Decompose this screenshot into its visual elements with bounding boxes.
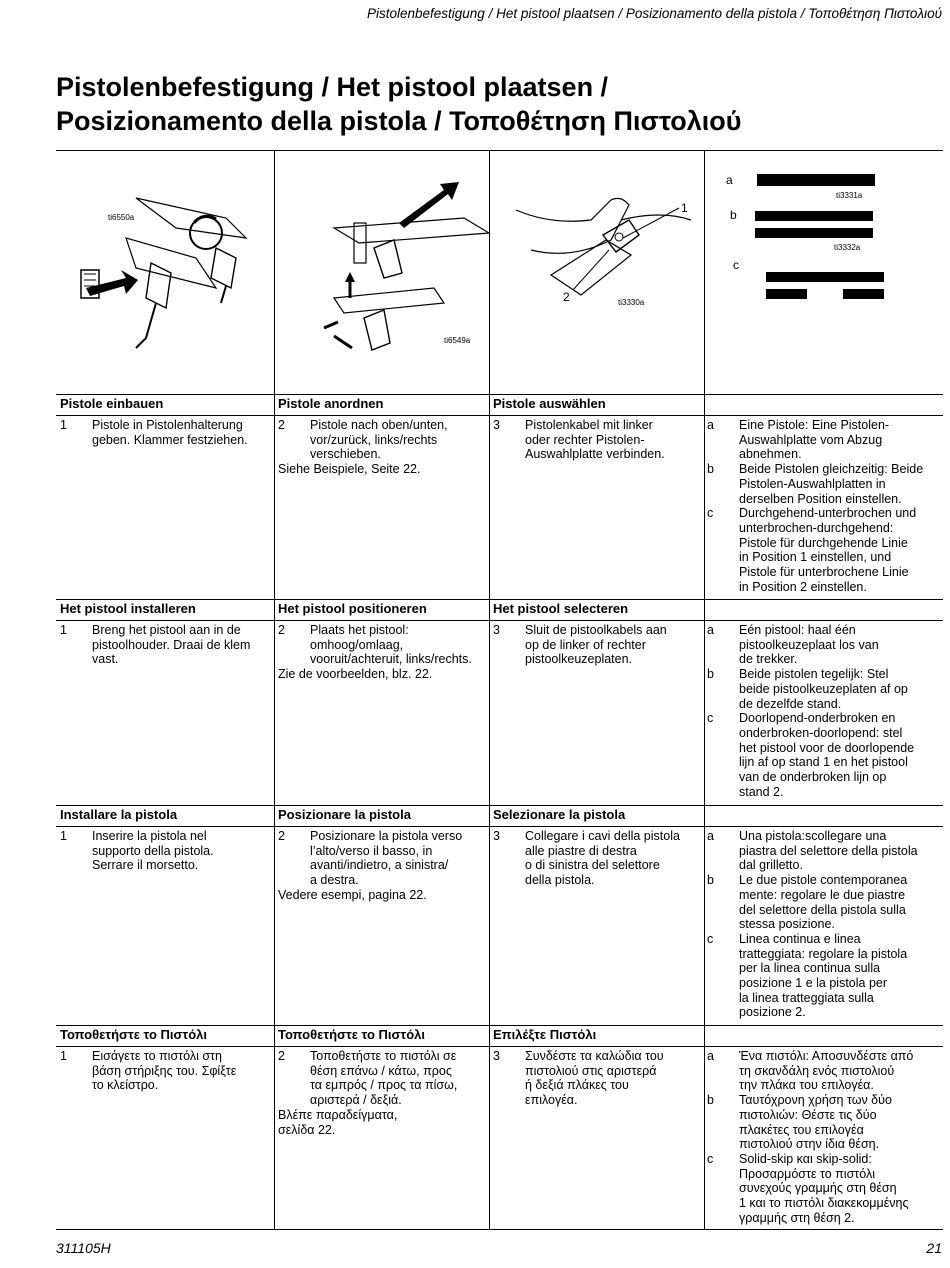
list-item xyxy=(493,418,701,462)
illustration-code: ti3331a xyxy=(836,191,863,200)
item-text: Una pistola:scollegare una piastra del selettore della pistola dal grilletto. xyxy=(739,829,918,873)
solid-line-bar xyxy=(757,174,875,186)
pattern-label-a: a xyxy=(726,173,733,187)
list-item xyxy=(60,623,270,667)
item-text: Durchgehend-unterbrochen und unterbrochen-durchgehend: Pistole für durchgehende Linie in Position 1 einstellen, und Pistole für unterbrochene Linie in Position 2 einstellen. xyxy=(739,506,917,594)
step-position-note: Zie de voorbeelden, blz. 22. xyxy=(278,667,433,682)
list-item xyxy=(707,623,941,667)
step-position-note: Siehe Beispiele, Seite 22. xyxy=(278,462,421,477)
item-marker: 1 xyxy=(60,418,67,432)
item-text: Τοποθετήστε το πιστόλι σε θέση επάνω / κάτω, προς τα εμπρός / προς τα πίσω, αριστερά / δεξιά. xyxy=(310,1049,458,1108)
select-options xyxy=(707,1049,941,1225)
item-text: Linea continua e linea tratteggiata: regolare la pistola per la linea continua sulla posizione 1 e la pistola per la linea tratteggiata sulla posizione 2. xyxy=(739,931,908,1020)
item-marker: a xyxy=(707,829,714,843)
gun-position-illustration xyxy=(314,178,494,358)
list-item xyxy=(278,1049,488,1108)
header-install: Het pistool installeren xyxy=(60,601,196,616)
item-marker: 1 xyxy=(60,829,67,843)
callout-1: 1 xyxy=(681,201,688,215)
page-title-line-2: Posizionamento della pistola / Τοποθέτηση Πιστολιού xyxy=(56,106,742,136)
item-text: Eine Pistole: Eine Pistolen- Auswahlplatte vom Abzug abnehmen. xyxy=(739,418,890,462)
item-marker: c xyxy=(707,506,714,521)
item-text: Plaats het pistool: omhoog/omlaag, vooruit/achteruit, links/rechts. xyxy=(310,623,472,667)
step-select xyxy=(493,829,701,888)
step-position-note: Βλέπε παραδείγματα, σελίδα 22. xyxy=(278,1107,398,1137)
item-marker: b xyxy=(707,462,714,477)
list-item xyxy=(278,623,488,667)
item-text: Inserire la pistola nel supporto della pistola. Serrare il morsetto. xyxy=(92,829,214,873)
item-marker: 2 xyxy=(278,418,285,432)
item-marker: b xyxy=(707,873,714,888)
illustration-code: ti3330a xyxy=(618,298,645,307)
list-item xyxy=(278,829,488,888)
item-marker: c xyxy=(707,931,714,946)
item-marker: 2 xyxy=(278,1049,285,1063)
item-text: Pistolenkabel mit linker oder rechter Pistolen- Auswahlplatte verbinden. xyxy=(525,418,665,462)
step-position xyxy=(278,1049,488,1137)
list-item xyxy=(707,1049,941,1093)
item-marker: 3 xyxy=(493,829,500,843)
header-position: Τοποθετήστε το Πιστόλι xyxy=(278,1027,425,1042)
gun-select-illustration xyxy=(511,180,696,310)
item-text: Pistole nach oben/unten, vor/zurück, links/rechts verschieben. xyxy=(310,418,448,462)
list-item xyxy=(493,1049,701,1108)
item-text: Solid-skip και skip-solid: Προσαρμόστε το πιστόλι συνεχούς γραμμής στη θέση 1 και το πιστόλι διακεκομμένης γραμμής στη θέση 2. xyxy=(739,1151,909,1225)
list-item xyxy=(278,418,488,462)
item-text: Breng het pistool aan in de pistoolhouder. Draai de klem vast. xyxy=(92,623,251,667)
item-marker: a xyxy=(707,623,714,637)
item-marker: b xyxy=(707,667,714,682)
list-item xyxy=(60,1049,270,1093)
item-text: Beide pistolen tegelijk: Stel beide pistoolkeuzeplaten af op de dezelfde stand. xyxy=(739,667,908,711)
illustration-code: ti6550a xyxy=(108,213,135,222)
pattern-label-b: b xyxy=(730,208,737,222)
item-text: Ταυτόχρονη χρήση των δύο πιστολιών: Θέστε τις δύο πλακέτες του επιλογέα πιστολιού στην ίδια θέση. xyxy=(739,1093,892,1152)
list-item xyxy=(493,623,701,667)
pattern-label-c: c xyxy=(733,258,739,272)
item-marker: c xyxy=(707,711,714,726)
header-install: Installare la pistola xyxy=(60,807,178,822)
item-marker: 2 xyxy=(278,623,285,637)
list-item xyxy=(707,829,941,873)
item-text: Eén pistool: haal één pistoolkeuzeplaat los van de trekker. xyxy=(739,623,879,667)
item-text: Le due pistole contemporanea mente: regolare le due piastre del selettore della pistola sulla stessa posizione. xyxy=(739,873,908,932)
illustration-code: ti6549a xyxy=(444,336,471,345)
header-position: Het pistool positioneren xyxy=(278,601,427,616)
step-install xyxy=(60,829,270,873)
list-item xyxy=(707,1152,941,1226)
callout-2: 2 xyxy=(563,290,570,304)
item-marker: 2 xyxy=(278,829,285,843)
running-header: Pistolenbefestigung / Het pistool plaatsen / Posizionamento della pistola / Τοποθέτηση Πιστολιού xyxy=(366,6,942,21)
item-marker: 1 xyxy=(60,623,67,637)
item-text: Posizionare la pistola verso l’alto/verso il basso, in avanti/indietro, a sinistra/ a destra. xyxy=(310,829,463,888)
step-position xyxy=(278,829,488,903)
dashed-line-segment xyxy=(843,289,884,299)
item-marker: a xyxy=(707,1049,714,1063)
page-title xyxy=(56,70,741,138)
select-options xyxy=(707,623,941,799)
header-select: Επιλέξτε Πιστόλι xyxy=(493,1027,597,1042)
header-install: Τοποθετήστε το Πιστόλι xyxy=(60,1027,207,1042)
list-item xyxy=(707,1093,941,1152)
item-marker: c xyxy=(707,1151,714,1166)
header-select: Selezionare la pistola xyxy=(493,807,626,822)
item-marker: b xyxy=(707,1093,714,1108)
dashed-line-segment xyxy=(766,289,807,299)
line-pattern-illustration xyxy=(706,168,943,308)
gun-install-illustration xyxy=(76,178,256,358)
list-item xyxy=(707,711,941,799)
page-number: 21 xyxy=(926,1240,942,1256)
item-text: Sluit de pistoolkabels aan op de linker of rechter pistoolkeuzeplaten. xyxy=(525,623,667,667)
header-select: Pistole auswählen xyxy=(493,396,606,411)
step-position-note: Vedere esempi, pagina 22. xyxy=(278,887,427,902)
step-select xyxy=(493,1049,701,1108)
step-position xyxy=(278,418,488,598)
step-install xyxy=(60,418,270,447)
list-item xyxy=(493,829,701,888)
illustration-code: ti3332a xyxy=(834,243,861,252)
document-number: 311105H xyxy=(56,1240,111,1256)
list-item xyxy=(707,418,941,462)
step-select xyxy=(493,418,701,462)
item-text: Εισάγετε το πιστόλι στη βάση στήριξης του. Σφίξτε το κλείστρο. xyxy=(92,1049,237,1093)
list-item xyxy=(707,667,941,711)
solid-line-bar xyxy=(766,272,884,282)
select-options xyxy=(707,418,941,594)
list-item xyxy=(60,418,270,447)
item-text: Doorlopend-onderbroken en onderbroken-doorlopend: stel het pistool voor de doorlopende lijn af op stand 1 en het pistool van de onderbroken lijn op stand 2. xyxy=(739,711,915,799)
item-marker: 3 xyxy=(493,1049,500,1063)
step-position xyxy=(278,623,488,682)
list-item xyxy=(707,873,941,932)
list-item xyxy=(707,932,941,1020)
solid-line-bar xyxy=(755,228,873,238)
item-marker: 1 xyxy=(60,1049,67,1063)
item-text: Beide Pistolen gleichzeitig: Beide Pistolen-Auswahlplatten in derselben Position einstellen. xyxy=(739,462,924,506)
step-install xyxy=(60,623,270,667)
item-marker: 3 xyxy=(493,418,500,432)
item-text: Pistole in Pistolenhalterung geben. Klammer festziehen. xyxy=(92,418,248,447)
solid-line-bar xyxy=(755,211,873,221)
instruction-table xyxy=(56,150,943,1230)
select-options xyxy=(707,829,941,1020)
header-install: Pistole einbauen xyxy=(60,396,164,411)
header-position: Posizionare la pistola xyxy=(278,807,411,822)
list-item xyxy=(60,829,270,873)
item-text: Collegare i cavi della pistola alle piastre di destra o di sinistra del selettore della pistola. xyxy=(525,829,680,888)
list-item xyxy=(707,462,941,506)
step-install xyxy=(60,1049,270,1093)
header-select: Het pistool selecteren xyxy=(493,601,629,616)
list-item xyxy=(707,506,941,594)
item-marker: a xyxy=(707,418,714,432)
item-marker: 3 xyxy=(493,623,500,637)
step-select xyxy=(493,623,701,667)
item-text: Συνδέστε τα καλώδια του πιστολιού στις αριστερά ή δεξιά πλάκες του επιλογέα. xyxy=(525,1049,664,1108)
header-position: Pistole anordnen xyxy=(278,396,384,411)
item-text: Ένα πιστόλι: Αποσυνδέστε από τη σκανδάλη ενός πιστολιού την πλάκα του επιλογέα. xyxy=(739,1049,914,1093)
page-title-line-1: Pistolenbefestigung / Het pistool plaatsen / xyxy=(56,72,609,102)
